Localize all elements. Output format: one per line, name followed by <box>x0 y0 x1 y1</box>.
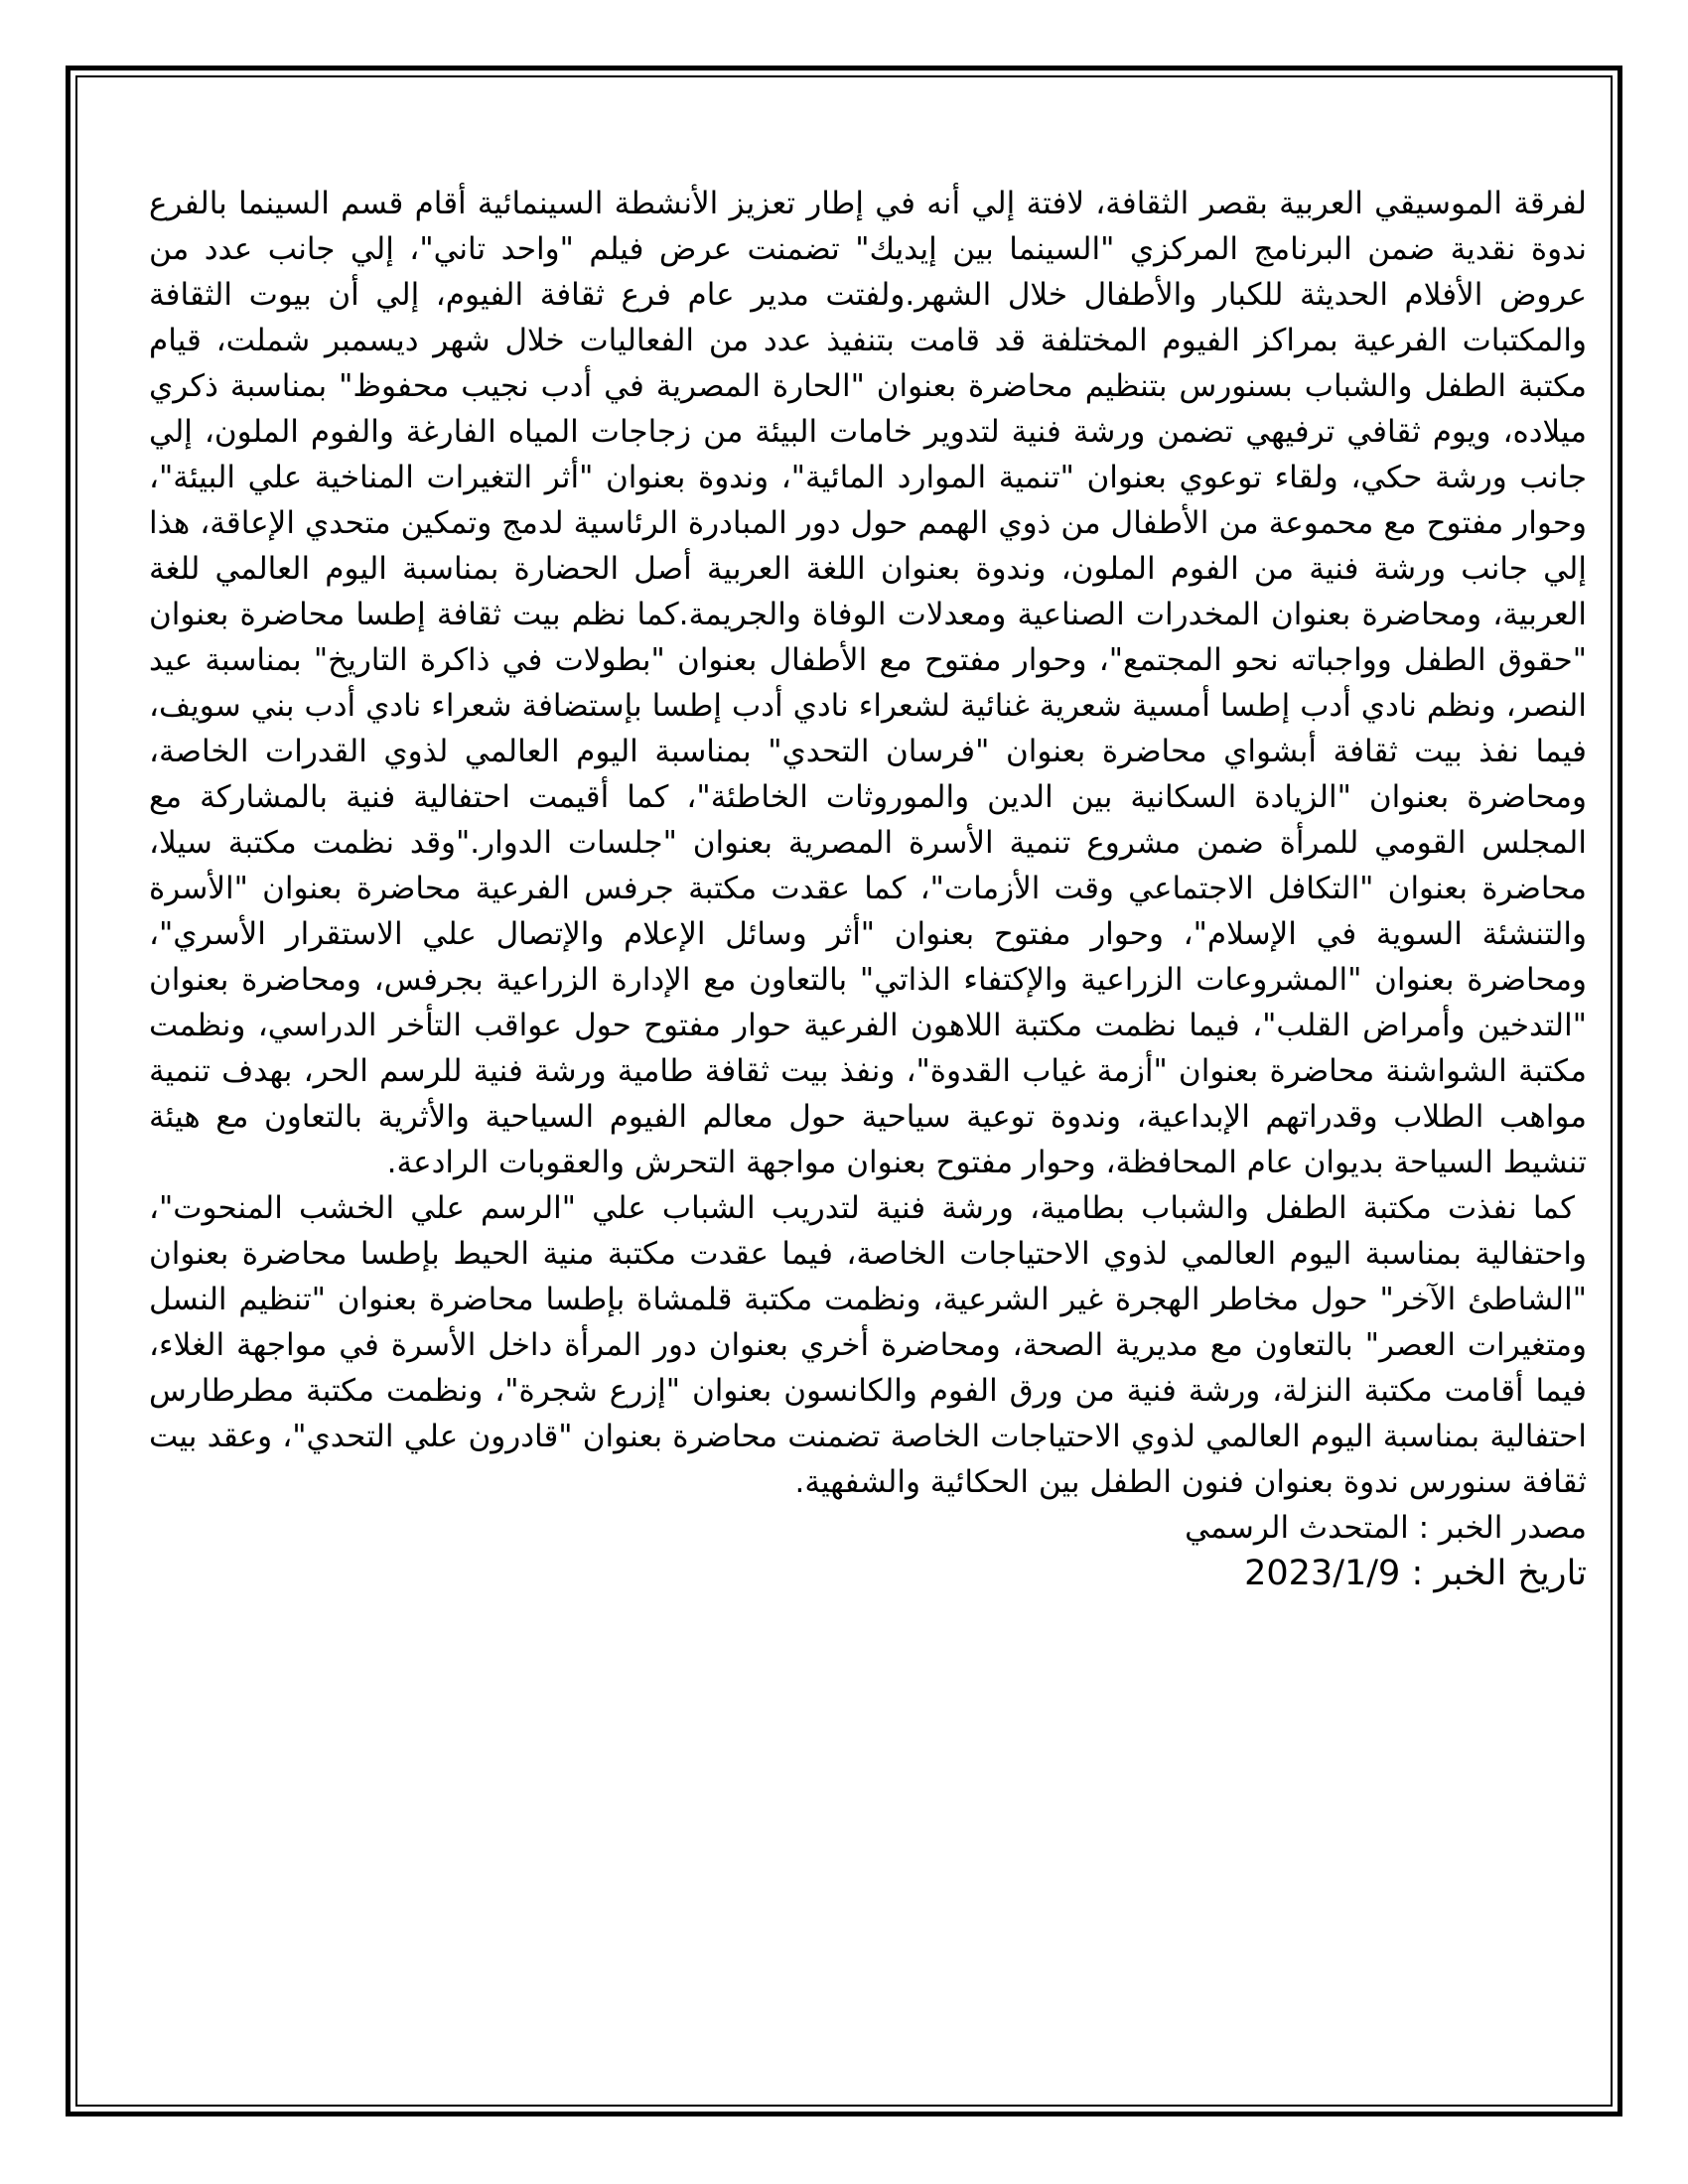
article-paragraph-1: لفرقة الموسيقي العربية بقصر الثقافة، لافتة إلي أنه في إطار تعزيز الأنشطة السينمائية أقام قسم السينما بالفرع ندوة نقدية ضمن البرنامج المركزي "السينما بين إيديك" تضمنت عرض فيلم "واحد تاني"، إلي جانب عدد من عروض الأفلام الحديثة للكبار والأطفال خلال الشهر.ولفتت مدير عام فرع ثقافة الفيوم، إلي أن بيوت الثقافة والمكتبات الفرعية بمراكز الفيوم المختلفة قد قامت بتنفيذ عدد من الفعاليات خلال شهر ديسمبر شملت، قيام مكتبة الطفل والشباب بسنورس بتنظيم محاضرة بعنوان "الحارة المصرية في أدب نجيب محفوظ" بمناسبة ذكري ميلاده، ويوم ثقافي ترفيهي تضمن ورشة فنية لتدوير خامات البيئة من زجاجات المياه الفارغة والفوم الملون، إلي جانب ورشة حكي، ولقاء توعوي بعنوان "تنمية الموارد المائية"، وندوة بعنوان "أثر التغيرات المناخية علي البيئة"، وحوار مفتوح مع محموعة من الأطفال من ذوي الهمم حول دور المبادرة الرئاسية لدمج وتمكين متحدي الإعاقة، هذا إلي جانب ورشة فنية من الفوم الملون، وندوة بعنوان اللغة العربية أصل الحضارة بمناسبة اليوم العالمي للغة العربية، ومحاضرة بعنوان المخدرات الصناعية ومعدلات الوفاة والجريمة.كما نظم بيت ثقافة إطسا محاضرة بعنوان "حقوق الطفل وواجباته نحو المجتمع"، وحوار مفتوح مع الأطفال بعنوان "بطولات في ذاكرة التاريخ" بمناسبة عيد النصر، ونظم نادي أدب إطسا أمسية شعرية غنائية لشعراء نادي أدب إطسا بإستضافة شعراء نادي أدب بني سويف، فيما نفذ بيت ثقافة أبشواي محاضرة بعنوان "فرسان التحدي" بمناسبة اليوم العالمي لذوي القدرات الخاصة، ومحاضرة بعنوان "الزيادة السكانية بين الدين والموروثات الخاطئة"، كما أقيمت احتفالية فنية بالمشاركة مع المجلس القومي للمرأة ضمن مشروع تنمية الأسرة المصرية بعنوان "جلسات الدوار."وقد نظمت مكتبة سيلا، محاضرة بعنوان "التكافل الاجتماعي وقت الأزمات"، كما عقدت مكتبة جرفس الفرعية محاضرة بعنوان "الأسرة والتنشئة السوية في الإسلام"، وحوار مفتوح بعنوان "أثر وسائل الإعلام والإتصال علي الاستقرار الأسري"، ومحاضرة بعنوان "المشروعات الزراعية والإكتفاء الذاتي" بالتعاون مع الإدارة الزراعية بجرفس، ومحاضرة بعنوان "التدخين وأمراض القلب"، فيما نظمت مكتبة اللاهون الفرعية حوار مفتوح حول عواقب التأخر الدراسي، ونظمت مكتبة الشواشنة محاضرة بعنوان "أزمة غياب القدوة"، ونفذ بيت ثقافة طامية ورشة فنية للرسم الحر، بهدف تنمية مواهب الطلاب وقدراتهم الإبداعية، وندوة توعية سياحية حول معالم الفيوم السياحية والأثرية بالتعاون مع هيئة تنشيط السياحة بديوان عام المحافظة، وحوار مفتوح بعنوان مواجهة التحرش والعقوبات الرادعة. <box>149 186 1587 1180</box>
page-border-inner-line <box>75 75 1613 2107</box>
news-source-line: مصدر الخبر : المتحدث الرسمي <box>1185 1510 1587 1546</box>
page-border-frame <box>66 66 1622 2116</box>
article-body <box>77 77 1611 2105</box>
news-date-line: تاريخ الخبر : 2023/1/9 <box>1244 1554 1587 1593</box>
article-paragraph-2: كما نفذت مكتبة الطفل والشباب بطامية، ورشة فنية لتدريب الشباب علي "الرسم علي الخشب المنحوت"، واحتفالية بمناسبة اليوم العالمي لذوي الاحتياجات الخاصة، فيما عقدت مكتبة منية الحيط بإطسا محاضرة بعنوان "الشاطئ الآخر" حول مخاطر الهجرة غير الشرعية، ونظمت مكتبة قلمشاة بإطسا محاضرة بعنوان "تنظيم النسل ومتغيرات العصر" بالتعاون مع مديرية الصحة، ومحاضرة أخري بعنوان دور المرأة داخل الأسرة في مواجهة الغلاء، فيما أقامت مكتبة النزلة، ورشة فنية من ورق الفوم والكانسون بعنوان "إزرع شجرة"، ونظمت مكتبة مطرطارس احتفالية بمناسبة اليوم العالمي لذوي الاحتياجات الخاصة تضمنت محاضرة بعنوان "قادرون علي التحدي"، وعقد بيت ثقافة سنورس ندوة بعنوان فنون الطفل بين الحكائية والشفهية. <box>149 1190 1587 1500</box>
